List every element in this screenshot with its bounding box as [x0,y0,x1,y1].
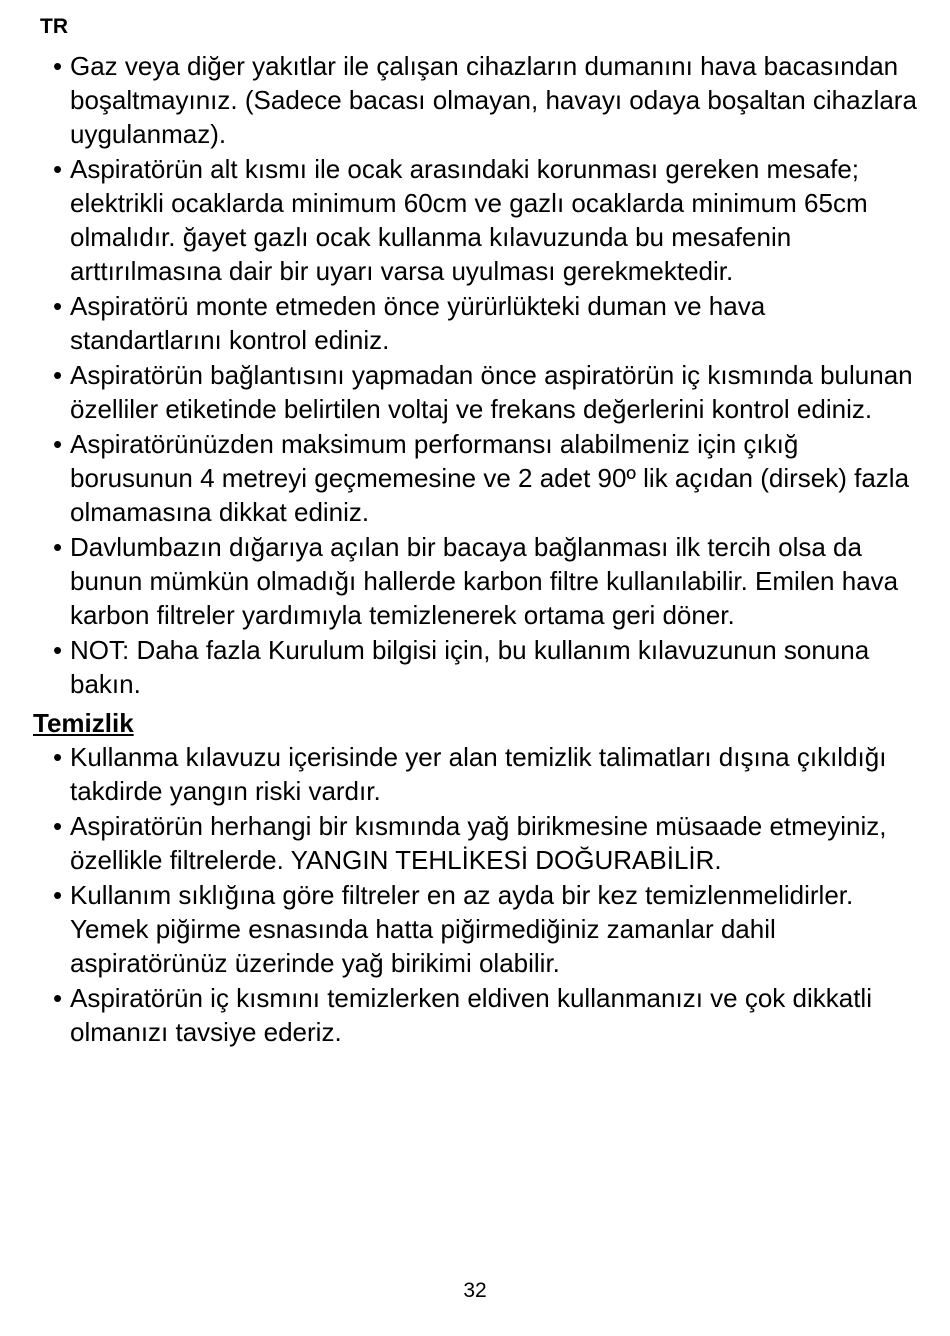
list-item-text: Davlumbazın dığarıya açılan bir bacaya bağlanması ilk tercih olsa da bunun mümkün olmadığı hallerde karbon filtre kullanılabilir. Emilen hava karbon filtreler yardımıyla temizlenerek ortama geri döner. [70,532,899,630]
bullet-icon: • [53,51,63,81]
cleaning-bullet-list [33,740,923,1049]
installation-bullet-list [33,49,923,701]
list-item [33,740,923,808]
list-item [33,152,923,288]
bullet-icon: • [53,532,63,562]
list-item-text: Aspiratörünüzden maksimum performansı alabilmeniz için çıkığ borusunun 4 metreyi geçmemesine ve 2 adet 90º lik açıdan (dirsek) fazla olmamasına dikkat ediniz. [70,429,910,527]
list-item-text: NOT: Daha fazla Kurulum bilgisi için, bu kullanım kılavuzunun sonuna bakın. [70,635,870,699]
bullet-icon: • [53,880,63,910]
list-item [33,981,923,1049]
list-item [33,289,923,357]
bullet-icon: • [53,429,63,459]
list-item-text: Gaz veya diğer yakıtlar ile çalışan cihazların dumanını hava bacasından boşaltmayınız. (Sadece bacası olmayan, havayı odaya boşaltan cihazlara uygulanmaz). [70,51,917,149]
bullet-icon: • [53,742,63,772]
language-tag: TR [40,15,68,38]
page-number: 32 [463,1279,487,1302]
bullet-icon: • [53,983,63,1013]
list-item [33,427,923,529]
list-item-text: Aspiratörün bağlantısını yapmadan önce aspiratörün iç kısmında bulunan özelliler etiketinde belirtilen voltaj ve frekans değerlerini kontrol ediniz. [70,360,913,424]
bullet-icon: • [53,811,63,841]
bullet-icon: • [53,154,63,184]
list-item [33,633,923,701]
list-item [33,878,923,980]
list-item-text: Kullanım sıklığına göre filtreler en az ayda bir kez temizlenmelidirler. Yemek piğirme esnasında hatta piğirmediğiniz zamanlar dahil aspiratörünüz üzerinde yağ birikimi olabilir. [70,880,854,978]
list-item [33,530,923,632]
list-item-text: Aspiratörün herhangi bir kısmında yağ birikmesine müsaade etmeyiniz, özellikle filtrelerde. YANGIN TEHLİKESİ DOĞURABİLİR. [70,811,887,875]
bullet-icon: • [53,291,63,321]
list-item-text: Aspiratörü monte etmeden önce yürürlükteki duman ve hava standartlarını kontrol ediniz. [70,291,766,355]
list-item [33,358,923,426]
list-item-text: Aspiratörün iç kısmını temizlerken eldiven kullanmanızı ve çok dikkatli olmanızı tavsiye ederiz. [70,983,872,1047]
list-item-text: Kullanma kılavuzu içerisinde yer alan temizlik talimatları dışına çıkıldığı takdirde yangın riski vardır. [70,742,887,806]
section-heading-cleaning: Temizlik [33,708,134,738]
list-item-text: Aspiratörün alt kısmı ile ocak arasındaki korunması gereken mesafe; elektrikli ocaklarda minimum 60cm ve gazlı ocaklarda minimum 65cm olmalıdır. ğayet gazlı ocak kullanma kılavuzunda bu mesafenin arttırılmasına dair bir uyarı varsa uyulması gerekmektedir. [70,154,868,286]
list-item [33,809,923,877]
bullet-icon: • [53,635,63,665]
page-content [33,49,923,1050]
bullet-icon: • [53,360,63,390]
list-item [33,49,923,151]
